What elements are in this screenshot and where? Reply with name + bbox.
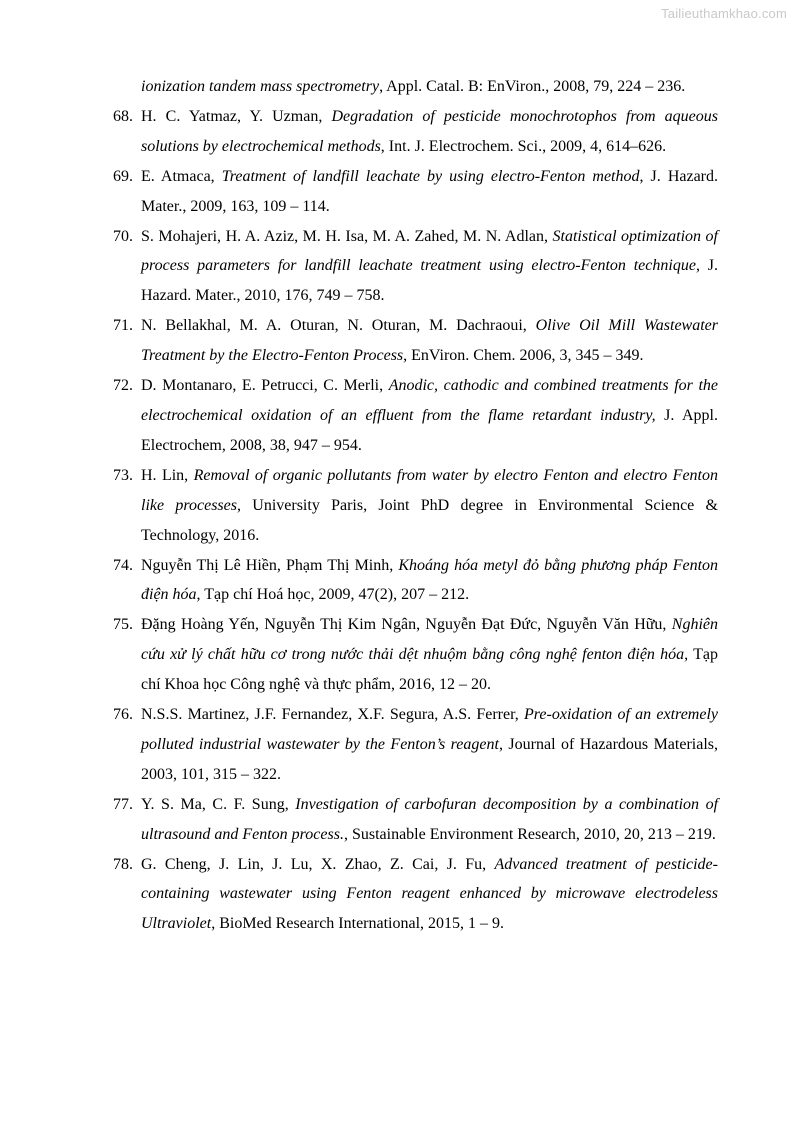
reference-title: Olive Oil Mill Wastewater Treatment by the Electro-Fenton Process <box>141 317 718 365</box>
reference-title: Anodic, cathodic and combined treatments for the electrochemical oxidation of an effluent from the flame retardant industry, <box>141 377 718 424</box>
reference-list <box>113 72 718 939</box>
reference-title: ionization tandem mass spectrometry <box>141 78 380 95</box>
reference-title: Khoáng hóa metyl đỏ bằng phương pháp Fenton điện hóa <box>141 556 719 604</box>
reference-number: 70. <box>113 227 133 245</box>
reference-number: 68. <box>113 107 133 125</box>
reference-item <box>113 850 718 940</box>
reference-authors: N.S.S. Martinez, J.F. Fernandez, X.F. Segura, A.S. Ferrer, <box>141 706 525 724</box>
reference-number: 75. <box>113 616 133 634</box>
reference-authors: E. Atmaca, <box>141 167 222 185</box>
reference-authors: D. Montanaro, E. Petrucci, C. Merli, <box>141 377 389 395</box>
reference-item <box>113 700 718 790</box>
reference-item <box>113 222 718 312</box>
reference-authors: H. C. Yatmaz, Y. Uzman, <box>141 107 332 125</box>
reference-title: Removal of organic pollutants from water by electro Fenton and electro Fenton like processes <box>141 466 718 514</box>
reference-number: 73. <box>113 466 133 484</box>
reference-authors: Y. S. Ma, C. F. Sung, <box>141 795 296 813</box>
reference-item <box>113 311 718 371</box>
reference-title: Degradation of pesticide monochrotophos from aqueous solutions by electrochemical methods <box>141 107 718 155</box>
reference-authors: G. Cheng, J. Lin, J. Lu, X. Zhao, Z. Cai, J. Fu, <box>141 855 495 873</box>
reference-source: , University Paris, Joint PhD degree in Environmental Science & Technology, 2016. <box>141 496 718 544</box>
reference-number: 76. <box>113 706 133 724</box>
reference-number: 78. <box>113 855 133 873</box>
reference-authors: Đặng Hoàng Yến, Nguyễn Thị Kim Ngân, Nguyễn Đạt Đức, Nguyễn Văn Hữu, <box>141 616 672 634</box>
reference-item <box>113 461 718 551</box>
reference-continuation <box>113 72 718 102</box>
watermark-text: Tailieuthamkhao.com <box>661 6 787 21</box>
reference-item <box>113 551 718 611</box>
reference-source: , Int. J. Electrochem. Sci., 2009, 4, 614–626. <box>380 137 667 155</box>
reference-source: , J. Hazard. Mater., 2010, 176, 749 – 758. <box>141 257 718 305</box>
reference-source: , Appl. Catal. B: EnViron., 2008, 79, 224 – 236. <box>379 78 686 95</box>
reference-authors: N. Bellakhal, M. A. Oturan, N. Oturan, M. Dachraoui, <box>141 317 536 335</box>
reference-title: Statistical optimization of process parameters for landfill leachate treatment using electro-Fenton technique <box>141 227 719 275</box>
reference-source: , Sustainable Environment Research, 2010, 20, 213 – 219. <box>343 825 716 843</box>
reference-item <box>113 790 718 850</box>
reference-authors: S. Mohajeri, H. A. Aziz, M. H. Isa, M. A. Zahed, M. N. Adlan, <box>141 227 553 245</box>
reference-number: 71. <box>113 317 133 335</box>
reference-source: Tạp chí Khoa học Công nghệ và thực phẩm, 2016, 12 – 20. <box>141 646 718 694</box>
reference-source: , Tạp chí Hoá học, 2009, 47(2), 207 – 212. <box>196 586 470 604</box>
reference-authors: Nguyễn Thị Lê Hiền, Phạm Thị Minh, <box>141 556 399 574</box>
reference-item <box>113 371 718 461</box>
reference-title: Treatment of landfill leachate by using electro-Fenton method <box>221 167 640 185</box>
reference-item <box>113 102 718 162</box>
reference-number: 77. <box>113 795 133 813</box>
reference-source: , BioMed Research International, 2015, 1 – 9. <box>211 915 505 933</box>
reference-title: Pre-oxidation of an extremely polluted industrial wastewater by the Fenton’s reagent <box>141 706 718 753</box>
reference-source: , EnViron. Chem. 2006, 3, 345 – 349. <box>403 347 644 365</box>
reference-title: Investigation of carbofuran decomposition by a combination of ultrasound and Fenton process. <box>141 795 719 843</box>
reference-item <box>113 162 718 222</box>
reference-item <box>113 610 718 700</box>
reference-source: J. Appl. Electrochem, 2008, 38, 947 – 954. <box>141 406 718 454</box>
reference-source: , J. Hazard. Mater., 2009, 163, 109 – 114. <box>141 167 719 215</box>
reference-authors: H. Lin, <box>141 466 194 484</box>
reference-number: 69. <box>113 167 133 185</box>
reference-number: 74. <box>113 556 133 574</box>
reference-title: Advanced treatment of pesticide-containing wastewater using Fenton reagent enhanced by microwave electrodeless Ultraviolet <box>141 855 718 933</box>
reference-number: 72. <box>113 377 133 395</box>
reference-source: , Journal of Hazardous Materials, 2003, 101, 315 – 322. <box>141 735 719 783</box>
reference-title: Nghiên cứu xử lý chất hữu cơ trong nước thải dệt nhuộm bằng công nghệ fenton điện hóa, <box>141 616 718 664</box>
